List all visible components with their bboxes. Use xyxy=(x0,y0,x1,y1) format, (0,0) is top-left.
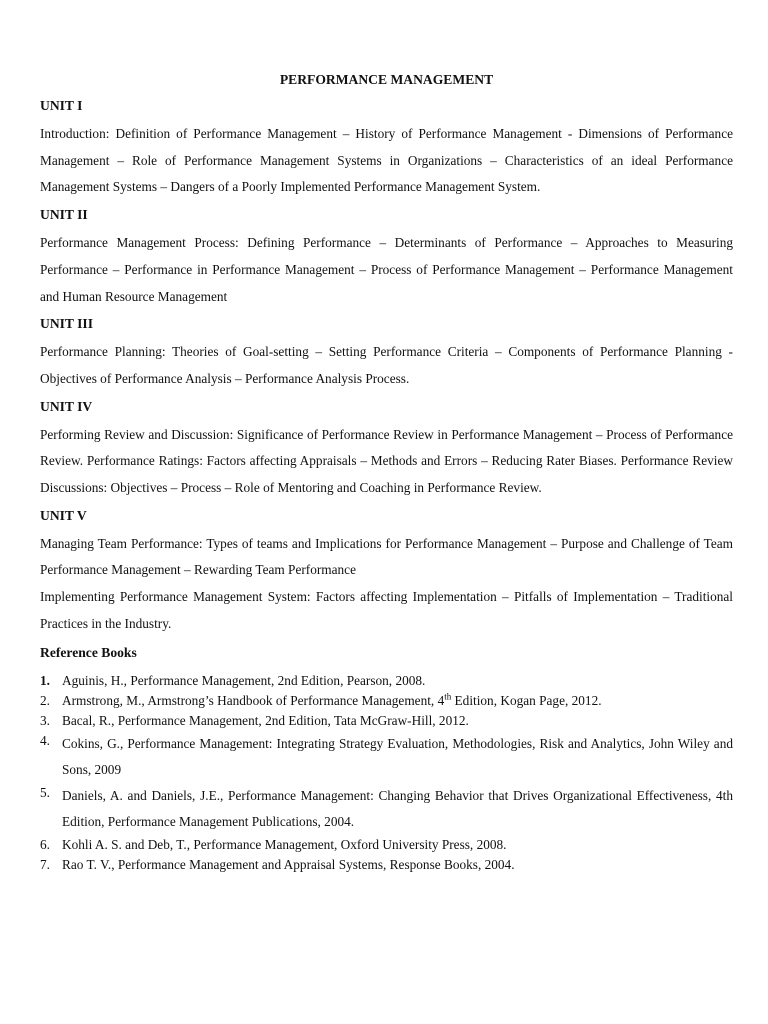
reference-item xyxy=(40,855,733,875)
unit-3-heading: UNIT III xyxy=(40,316,94,332)
reference-number: 2. xyxy=(40,692,50,708)
unit-1-heading: UNIT I xyxy=(40,98,83,113)
reference-number: 7. xyxy=(40,856,50,872)
reference-number: 4. xyxy=(40,732,50,748)
reference-text: Rao T. V., Performance Management and Appraisal Systems, Response Books, 2004. xyxy=(62,856,515,872)
unit-2-heading: UNIT II xyxy=(40,207,88,223)
reference-number: 5. xyxy=(40,784,50,800)
reference-item xyxy=(40,671,733,691)
reference-item xyxy=(40,835,733,855)
reference-number: 3. xyxy=(40,712,50,728)
reference-text-part: Armstrong, M., Armstrong’s Handbook of Performance Management, 4 xyxy=(62,692,445,708)
reference-item xyxy=(40,711,733,731)
reference-text: Daniels, A. and Daniels, J.E., Performance Management: Changing Behavior that Drives Organizational Effectiveness, 4th Edition, Performance Management Publications, 2004. xyxy=(62,787,733,829)
page-title: PERFORMANCE MANAGEMENT xyxy=(279,72,494,87)
unit-5-paragraph-1: Managing Team Performance: Types of teams and Implications for Performance Management – Purpose and Challenge of Team Performance Management – Rewarding Team Performance xyxy=(40,535,733,578)
reference-superscript: th xyxy=(444,691,452,702)
unit-5-heading: UNIT V xyxy=(40,507,87,523)
reference-text: Bacal, R., Performance Management, 2nd Edition, Tata McGraw-Hill, 2012. xyxy=(62,712,469,728)
reference-text: Kohli A. S. and Deb, T., Performance Management, Oxford University Press, 2008. xyxy=(62,836,507,852)
unit-4-heading: UNIT IV xyxy=(40,398,93,414)
unit-4-paragraph: Performing Review and Discussion: Significance of Performance Review in Performance Management – Process of Performance Review. Performance Ratings: Factors affecting Appraisals – Methods and Errors – Reducing Rater Biases. Performance Review Discussions: Objectives – Process – Role of Mentoring and Coaching in Performance Review. xyxy=(40,426,733,496)
reference-text-part: Edition, Kogan Page, 2012. xyxy=(451,692,602,708)
reference-item xyxy=(40,731,733,783)
reference-item xyxy=(40,783,733,835)
reference-number: 1. xyxy=(40,672,50,688)
references-list xyxy=(40,671,733,875)
references-heading: Reference Books xyxy=(40,644,137,660)
unit-5-paragraph-2: Implementing Performance Management System: Factors affecting Implementation – Pitfalls of Implementation – Traditional Practices in the Industry. xyxy=(40,589,733,631)
reference-text xyxy=(62,691,733,711)
unit-2-paragraph: Performance Management Process: Defining Performance – Determinants of Performance – Approaches to Measuring Performance – Performance in Performance Management – Process of Performance Management – Performance Management and Human Resource Management xyxy=(40,235,733,304)
reference-text: Cokins, G., Performance Management: Integrating Strategy Evaluation, Methodologies, Risk and Analytics, John Wiley and Sons, 2009 xyxy=(62,735,733,777)
unit-3-paragraph: Performance Planning: Theories of Goal-setting – Setting Performance Criteria – Components of Performance Planning - Objectives of Performance Analysis – Performance Analysis Process. xyxy=(40,344,733,386)
reference-number: 6. xyxy=(40,836,50,852)
reference-text: Aguinis, H., Performance Management, 2nd Edition, Pearson, 2008. xyxy=(62,672,426,688)
reference-item xyxy=(40,691,733,711)
unit-1-paragraph: Introduction: Definition of Performance Management – History of Performance Management - Dimensions of Performance Management – Role of Performance Management Systems in Organizations – Characteristics of an ideal Performance Management Systems – Dangers of a Poorly Implemented Performance Management System. xyxy=(40,126,733,195)
